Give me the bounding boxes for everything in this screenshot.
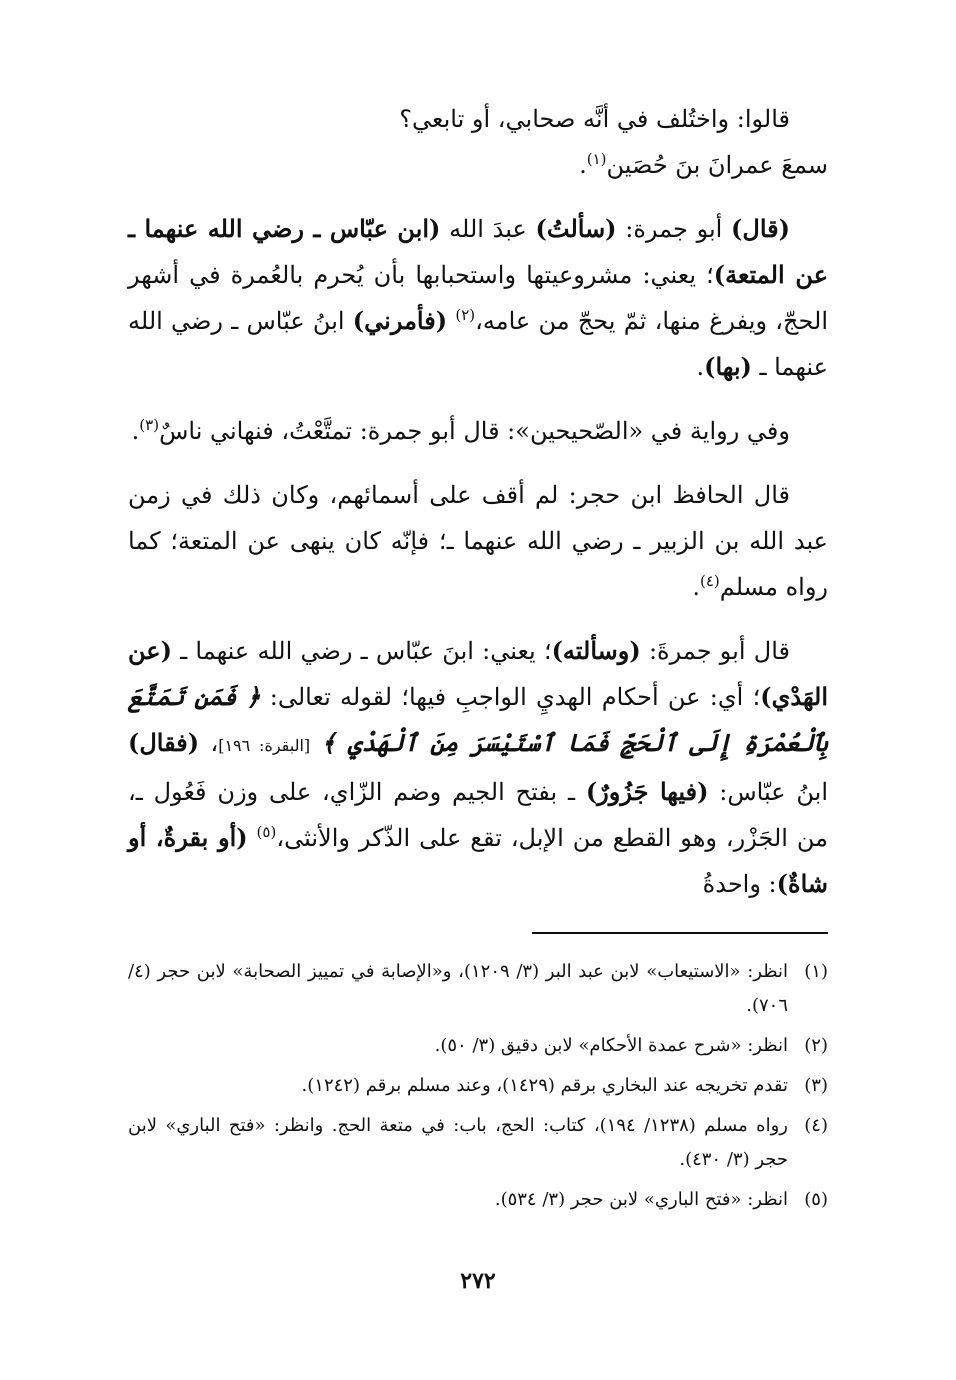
footnote-ref-3: (٣): [139, 416, 160, 434]
footnote-ref-5: (٥): [256, 823, 277, 841]
p5-waasaltuh: (وسألته): [551, 636, 641, 665]
p2-abu-jamra: أبو جمرة:: [625, 215, 723, 243]
footnote-text: انظر: «شرح عمدة الأحكام» لابن دقيق (٣/ ٥٠).: [434, 1035, 788, 1056]
p2-end: .: [696, 353, 705, 381]
p5-explanation: ـ بفتح الجيم وضم الزّاي، على وزن فَعُول ـ، من الجَزْر، وهو القطع من الإبل، تقع على الذّكر والأنثى،: [128, 778, 828, 852]
page-number: ٢٧٢: [460, 1268, 496, 1294]
p5-baqara-shah: (أو بقرةٌ، أو شاةٌ): [128, 823, 828, 898]
p4-text: قال الحافظ ابن حجر: لم أقف على أسمائهم، وكان ذلك في زمن عبد الله بن الزبير ـ رضي الله عنهما ـ؛ فإنّه كان ينهى عن المتعة؛ كما رواه مسلم: [128, 481, 828, 601]
paragraph-1: [128, 96, 828, 188]
p2-ibn-abbas: (ابن عبّاس ـ رضي الله عنهما ـ عن المتعة): [128, 214, 829, 289]
footnote-text: انظر: «فتح الباري» لابن حجر (٣/ ٥٣٤).: [494, 1189, 788, 1210]
p5-ibn-abbas: ابنُ عبّاس:: [719, 778, 828, 806]
footnote-number: (٢): [804, 1035, 828, 1056]
p5-yani: ؛ يعني: ابنَ عبّاس ـ رضي الله عنهما ـ: [180, 637, 552, 665]
p3-text: وفي رواية في «الصّحيحين»: قال أبو جمرة: تمتَّعْتُ، فنهاني ناسٌ: [159, 417, 790, 445]
footnote-ref-1: (١): [586, 150, 607, 168]
footnote-item: [128, 1109, 828, 1177]
p1-line2: سمعَ عمرانَ بنَ حُصَين: [606, 151, 828, 179]
p1-end: .: [579, 151, 587, 179]
p1-line1: قالوا: واختُلف في أنَّه صحابي، أو تابعي؟: [399, 105, 790, 133]
p2-meaning: ؛ يعني: مشروعيتها واستحبابها بأن يُحرم بالعُمرة في أشهر الحجّ، ويفرغ منها، ثمّ يحجّ من عامه،: [128, 261, 828, 335]
footnote-ref-4: (٤): [699, 572, 720, 590]
p2-saaltu: (سألتُ): [535, 214, 617, 243]
footnotes: [128, 955, 828, 1223]
main-text: [128, 96, 828, 925]
p5-fiha-jazur: (فيها جَزُورٌ): [585, 777, 709, 806]
p5-quran-ref: [البقرة: ١٩٦]: [218, 736, 311, 755]
footnote-number: (٥): [804, 1189, 828, 1210]
p5-quran-verse: ﴿ فَمَن تَمَتَّعَ بِٱلْعُمْرَةِ إِلَى ٱلْحَجِّ فَمَا ٱسْتَيْسَرَ مِنَ ٱلْهَدْيِ ﴾: [128, 682, 828, 757]
p5-wahida: : واحدةُ: [702, 870, 777, 898]
footnote-text: تقدم تخريجه عند البخاري برقم (١٤٢٩)، وعند مسلم برقم (١٢٤٢).: [301, 1075, 788, 1096]
footnote-item: [128, 955, 828, 1023]
p2-ibn-abbas-2: ابنُ عبّاس ـ رضي الله عنهما ـ: [128, 307, 828, 381]
footnote-text: انظر: «الاستيعاب» لابن عبد البر (٣/ ١٢٠٩)، و«الإصابة في تمييز الصحابة» لابن حجر (٤/ ٧٠٦).: [128, 961, 788, 1016]
p5-comma: ،: [210, 729, 219, 757]
footnote-ref-2: (٢): [455, 306, 476, 324]
p5-abu-jamra: قال أبو جمرةَ:: [648, 637, 790, 665]
p4-end: .: [692, 573, 700, 601]
footnote-item: [128, 1183, 828, 1217]
p5-ay: ؛ أي: عن أحكام الهديِ الواجبِ فيها؛ لقوله تعالى:: [269, 683, 761, 711]
footnote-divider: [532, 932, 828, 934]
p2-faamarani: (فأمرني): [352, 306, 448, 335]
footnote-number: (١): [804, 961, 828, 982]
footnote-number: (٤): [804, 1115, 828, 1136]
footnote-text: رواه مسلم (١٢٣٨/ ١٩٤)، كتاب: الحج، باب: في متعة الحج. وانظر: «فتح الباري» لابن حجر (٣/ ٤٣٠).: [128, 1115, 788, 1170]
footnote-item: [128, 1069, 828, 1103]
p2-qal: (قال): [731, 214, 790, 243]
p3-end: .: [131, 417, 140, 445]
p5-an-alhady: (عن الهَدْي): [128, 636, 828, 711]
paragraph-4: [128, 472, 828, 610]
paragraph-3: [128, 408, 828, 454]
paragraph-2: [128, 206, 828, 390]
paragraph-5: [128, 628, 828, 907]
p5-faqal: (فقال): [128, 728, 200, 757]
footnote-item: [128, 1029, 828, 1063]
p2-abdallah: عبدَ الله: [449, 215, 527, 243]
p2-biha: (بها): [704, 352, 752, 381]
footnote-number: (٣): [804, 1075, 828, 1096]
